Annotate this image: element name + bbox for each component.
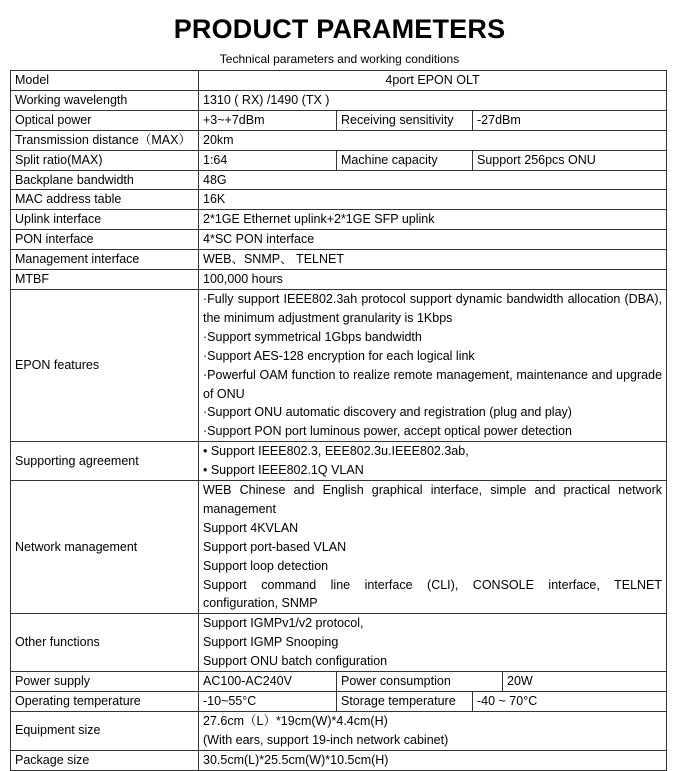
row-label: Split ratio(MAX) — [11, 150, 199, 170]
row-value: 2*1GE Ethernet uplink+2*1GE SFP uplink — [199, 210, 667, 230]
row-label: Network management — [11, 481, 199, 614]
row-value: 4*SC PON interface — [199, 230, 667, 250]
feature-line: ·Fully support IEEE802.3ah protocol support dynamic bandwidth allocation (DBA), the minimum adjustment granularity is 1Kbps — [203, 291, 663, 325]
row-value: 20km — [199, 130, 667, 150]
feature-line: Support IGMPv1/v2 protocol, — [203, 616, 364, 631]
row-value-list — [199, 711, 667, 750]
row-label-secondary: Machine capacity — [337, 150, 473, 170]
row-value: 1310 ( RX) /1490 (TX ) — [199, 90, 667, 110]
table-row — [11, 711, 667, 750]
table-row — [11, 230, 667, 250]
row-label: Package size — [11, 750, 199, 770]
table-row — [11, 614, 667, 672]
row-value-secondary: 20W — [503, 672, 667, 692]
table-row — [11, 270, 667, 290]
row-label: Model — [11, 71, 199, 91]
row-label: Uplink interface — [11, 210, 199, 230]
row-value: 1:64 — [199, 150, 337, 170]
row-label: Power supply — [11, 672, 199, 692]
feature-line: Support ONU batch configuration — [203, 654, 388, 669]
table-row — [11, 90, 667, 110]
size-line: (With ears, support 19-inch network cabinet) — [203, 732, 449, 747]
feature-line: Support 4KVLAN — [203, 520, 299, 535]
table-row — [11, 190, 667, 210]
row-label: Operating temperature — [11, 692, 199, 712]
row-label-secondary: Power consumption — [337, 672, 503, 692]
row-label: EPON features — [11, 289, 199, 441]
feature-line: ·Support ONU automatic discovery and registration (plug and play) — [203, 405, 572, 420]
row-value-list — [199, 614, 667, 672]
table-row — [11, 110, 667, 130]
table-row — [11, 442, 667, 481]
row-value: WEB、SNMP、 TELNET — [199, 250, 667, 270]
row-value: 30.5cm(L)*25.5cm(W)*10.5cm(H) — [199, 750, 667, 770]
feature-line: Support port-based VLAN — [203, 539, 347, 554]
row-label: Transmission distance（MAX） — [11, 130, 199, 150]
row-value-secondary: -40 ~ 70°C — [473, 692, 667, 712]
row-label-secondary: Receiving sensitivity — [337, 110, 473, 130]
row-value: 100,000 hours — [199, 270, 667, 290]
row-label: Backplane bandwidth — [11, 170, 199, 190]
feature-line: ·Support AES-128 encryption for each logical link — [203, 348, 475, 363]
table-row — [11, 210, 667, 230]
row-label: Supporting agreement — [11, 442, 199, 481]
page-subtitle: Technical parameters and working conditions — [219, 52, 460, 66]
feature-line: • Support IEEE802.1Q VLAN — [203, 463, 364, 478]
row-label: MTBF — [11, 270, 199, 290]
row-value: 4port EPON OLT — [199, 71, 667, 91]
table-row — [11, 481, 667, 614]
table-row — [11, 692, 667, 712]
feature-line: ·Powerful OAM function to realize remote management, maintenance and upgrade of ONU — [203, 367, 663, 401]
table-row — [11, 170, 667, 190]
table-row — [11, 750, 667, 770]
table-row — [11, 71, 667, 91]
table-row — [11, 672, 667, 692]
page-title: PRODUCT PARAMETERS — [173, 14, 506, 44]
row-value: 16K — [199, 190, 667, 210]
row-value: -10~55°C — [199, 692, 337, 712]
table-row — [11, 289, 667, 441]
size-line: 27.6cm（L）*19cm(W)*4.4cm(H) — [203, 713, 388, 728]
feature-line: ·Support symmetrical 1Gbps bandwidth — [203, 329, 422, 344]
parameters-table — [10, 70, 667, 771]
row-label-secondary: Storage temperature — [337, 692, 473, 712]
row-label: Equipment size — [11, 711, 199, 750]
table-row — [11, 250, 667, 270]
feature-line: WEB Chinese and English graphical interface, simple and practical network management — [203, 483, 663, 516]
row-label: Management interface — [11, 250, 199, 270]
feature-line: ·Support PON port luminous power, accept optical power detection — [203, 424, 572, 439]
row-value-list — [199, 289, 667, 441]
row-value: 48G — [199, 170, 667, 190]
feature-line: Support IGMP Snooping — [203, 635, 339, 650]
row-label: PON interface — [11, 230, 199, 250]
row-value-list — [199, 442, 667, 481]
row-label: Working wavelength — [11, 90, 199, 110]
row-label: MAC address table — [11, 190, 199, 210]
table-row — [11, 130, 667, 150]
feature-line: Support loop detection — [203, 558, 329, 573]
table-row — [11, 150, 667, 170]
feature-line: Support command line interface (CLI), CONSOLE interface, TELNET configuration, SNMP — [203, 577, 663, 611]
row-value: +3~+7dBm — [199, 110, 337, 130]
row-value-list — [199, 481, 667, 614]
row-value-secondary: -27dBm — [473, 110, 667, 130]
feature-line: • Support IEEE802.3, EEE802.3u.IEEE802.3ab, — [203, 444, 469, 459]
row-label: Other functions — [11, 614, 199, 672]
row-value: AC100-AC240V — [199, 672, 337, 692]
row-value-secondary: Support 256pcs ONU — [473, 150, 667, 170]
row-label: Optical power — [11, 110, 199, 130]
